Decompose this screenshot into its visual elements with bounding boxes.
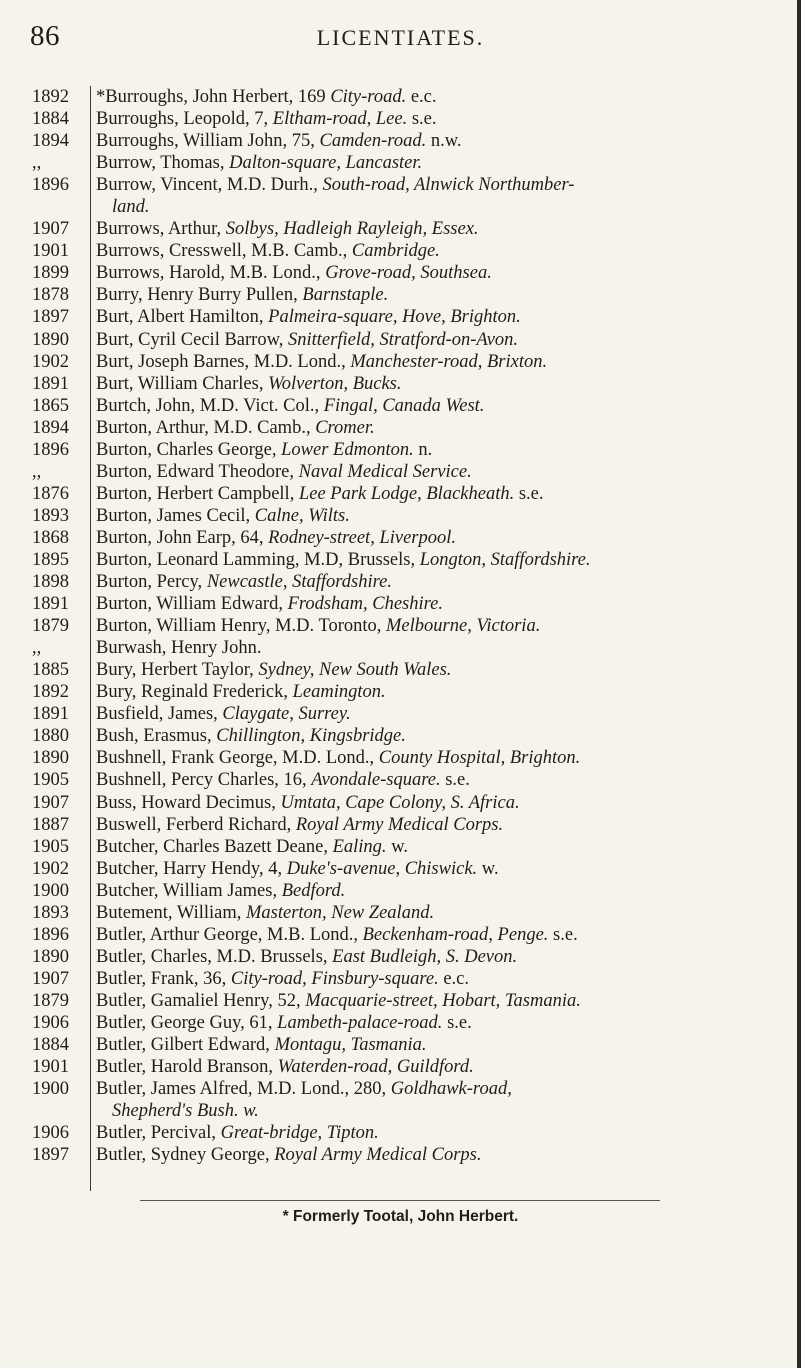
entry-place: City-road, Finsbury-square. xyxy=(230,968,439,989)
list-item xyxy=(0,769,801,791)
entry-place: Claygate, Surrey. xyxy=(222,704,351,725)
entry-year: ,, xyxy=(32,461,42,482)
entry-text xyxy=(96,240,783,262)
list-item xyxy=(0,549,801,571)
list-item xyxy=(0,483,801,505)
entry-year: 1897 xyxy=(32,1145,69,1166)
list-item xyxy=(0,659,801,681)
entry-text xyxy=(96,262,783,284)
list-item xyxy=(0,395,801,417)
entry-name: Burt, Cyril Cecil Barrow, xyxy=(96,329,288,350)
entry-text xyxy=(96,86,783,108)
list-item xyxy=(0,1034,801,1056)
entry-year: 1902 xyxy=(32,351,69,372)
entry-text xyxy=(96,659,783,681)
list-item xyxy=(0,351,801,373)
list-item xyxy=(0,747,801,769)
entry-year: 1878 xyxy=(32,285,69,306)
entry-name: Butler, Arthur George, M.B. Lond., xyxy=(96,924,363,945)
list-item xyxy=(0,505,801,527)
entry-text xyxy=(96,483,783,505)
entry-place: Naval Medical Service. xyxy=(298,461,472,482)
entry-place: County Hospital, Brighton. xyxy=(378,748,581,769)
entry-year: 1893 xyxy=(32,902,69,923)
entry-year: 1880 xyxy=(32,726,69,747)
list-item xyxy=(0,725,801,747)
list-item xyxy=(0,86,801,108)
entry-place: Leamington. xyxy=(292,682,386,703)
entry-name: Butler, Gamaliel Henry, 52, xyxy=(96,990,306,1011)
entry-text xyxy=(96,461,783,483)
entry-year: 1891 xyxy=(32,373,69,394)
entry-district: n. xyxy=(413,439,433,460)
entry-year: 1897 xyxy=(32,307,69,328)
entry-district: s.e. xyxy=(407,109,437,130)
entry-text xyxy=(96,792,783,814)
entry-text xyxy=(96,681,783,703)
entry-name: Burton, Edward Theodore, xyxy=(96,461,299,482)
entry-district: s.e. xyxy=(440,770,470,791)
entry-place: Lambeth-palace-road. xyxy=(277,1012,443,1033)
entry-district: w. xyxy=(386,836,408,857)
entry-text xyxy=(96,218,783,240)
entry-year: ,, xyxy=(32,153,42,174)
entry-text xyxy=(96,924,783,946)
entry-name: Burton, Arthur, M.D. Camb., xyxy=(96,417,316,438)
list-item xyxy=(0,461,801,483)
entry-year: 1890 xyxy=(32,946,69,967)
list-item xyxy=(0,1056,801,1078)
entry-place: Eltham-road, Lee. xyxy=(272,109,408,130)
entry-year: 1892 xyxy=(32,682,69,703)
entry-district: n.w. xyxy=(426,131,462,152)
entry-place: Barnstaple. xyxy=(302,285,389,306)
entry-name: Burroughs, William John, 75, xyxy=(96,131,320,152)
entry-year: 1879 xyxy=(32,990,69,1011)
entry-year: 1898 xyxy=(32,572,69,593)
entry-year: 1894 xyxy=(32,417,69,438)
list-item xyxy=(0,527,801,549)
entry-place: Solbys, Hadleigh Rayleigh, Essex. xyxy=(225,219,479,240)
entry-text xyxy=(96,836,783,858)
list-item xyxy=(0,681,801,703)
entry-name: Butement, William, xyxy=(96,902,246,923)
entry-year: 1884 xyxy=(32,1035,69,1056)
entry-place: Cambridge. xyxy=(351,241,440,262)
list-item xyxy=(0,1144,801,1166)
entry-name: Burtch, John, M.D. Vict. Col., xyxy=(96,395,324,416)
entry-text xyxy=(96,946,783,968)
entry-district: s.e. xyxy=(514,483,544,504)
entry-name: Buss, Howard Decimus, xyxy=(96,792,281,813)
entry-text xyxy=(96,174,783,218)
entry-name: Bushnell, Percy Charles, 16, xyxy=(96,770,312,791)
entry-year: 1891 xyxy=(32,704,69,725)
entry-text xyxy=(96,747,783,769)
entry-place: East Budleigh, S. Devon. xyxy=(332,946,518,967)
entry-text xyxy=(96,417,783,439)
entry-text xyxy=(96,284,783,306)
entry-year: 1895 xyxy=(32,549,69,570)
list-item xyxy=(0,306,801,328)
entry-continuation: Shepherd's Bush. w. xyxy=(112,1101,259,1122)
entry-year: 1890 xyxy=(32,748,69,769)
entry-place: Sydney, New South Wales. xyxy=(258,660,452,681)
entry-name: Burton, William Henry, M.D. Toronto, xyxy=(96,616,387,637)
entry-place: Snitterfield, Stratford-on-Avon. xyxy=(288,329,519,350)
entry-text xyxy=(96,306,783,328)
list-item xyxy=(0,329,801,351)
entry-name: Burrow, Vincent, M.D. Durh., xyxy=(96,175,323,196)
entry-name: Burton, Charles George, xyxy=(96,439,282,460)
entry-place: Calne, Wilts. xyxy=(254,505,350,526)
list-item xyxy=(0,417,801,439)
footnote-rule xyxy=(140,1200,660,1201)
running-head: LICENTIATES. xyxy=(316,25,485,50)
list-item xyxy=(0,902,801,924)
list-item xyxy=(0,218,801,240)
entry-place: Great-bridge, Tipton. xyxy=(220,1123,379,1144)
entry-name: Burton, John Earp, 64, xyxy=(96,527,269,548)
list-item xyxy=(0,439,801,461)
list-item xyxy=(0,637,801,659)
entry-text xyxy=(96,858,783,880)
entry-year: 1868 xyxy=(32,527,69,548)
entry-place: Cromer. xyxy=(315,417,375,438)
entry-text xyxy=(96,571,783,593)
entry-text xyxy=(96,130,783,152)
entry-name: Burton, Percy, xyxy=(96,572,207,593)
entry-place: Lower Edmonton. xyxy=(281,439,414,460)
list-item xyxy=(0,924,801,946)
list-item xyxy=(0,968,801,990)
entry-place: City-road. xyxy=(330,87,407,107)
entry-year: 1901 xyxy=(32,241,69,262)
list-item xyxy=(0,990,801,1012)
entry-text xyxy=(96,1012,783,1034)
entry-name: Burry, Henry Burry Pullen, xyxy=(96,285,303,306)
entry-year: 1896 xyxy=(32,439,69,460)
entry-district: e.c. xyxy=(438,968,469,989)
entry-text xyxy=(96,769,783,791)
entry-place: Goldhawk-road, xyxy=(390,1079,512,1100)
entry-name: Burrow, Thomas, xyxy=(96,153,230,174)
entry-year: 1887 xyxy=(32,814,69,835)
entry-text xyxy=(96,990,783,1012)
list-item xyxy=(0,130,801,152)
entry-place: Grove-road, Southsea. xyxy=(325,263,492,284)
list-item xyxy=(0,240,801,262)
entry-name: Burt, William Charles, xyxy=(96,373,269,394)
entry-text xyxy=(96,351,783,373)
entry-text xyxy=(96,108,783,130)
entry-text xyxy=(96,527,783,549)
entry-name: Butcher, Charles Bazett Deane, xyxy=(96,836,333,857)
entry-place: Camden-road. xyxy=(319,131,427,152)
entry-place: Chillington, Kingsbridge. xyxy=(216,726,406,747)
footnote: * Formerly Tootal, John Herbert. xyxy=(282,1208,519,1225)
entry-name: Butcher, Harry Hendy, 4, xyxy=(96,858,287,879)
entry-year: 1905 xyxy=(32,770,69,791)
entry-text xyxy=(96,1144,783,1166)
entry-year: 1876 xyxy=(32,483,69,504)
entry-name: Bury, Herbert Taylor, xyxy=(96,660,259,681)
entry-name: Butler, Frank, 36, xyxy=(96,968,231,989)
entry-year: 1890 xyxy=(32,329,69,350)
entry-place: Duke's-avenue, Chiswick. xyxy=(286,858,478,879)
entry-place: Newcastle, Staffordshire. xyxy=(206,572,392,593)
entry-year: 1907 xyxy=(32,968,69,989)
entry-place: Beckenham-road, Penge. xyxy=(362,924,549,945)
list-item xyxy=(0,174,801,218)
list-item xyxy=(0,593,801,615)
entry-text xyxy=(96,439,783,461)
entry-name: Butler, Sydney George, xyxy=(96,1145,275,1166)
entry-text xyxy=(96,814,783,836)
entry-place: Longton, Staffordshire. xyxy=(419,549,591,570)
entry-text xyxy=(96,880,783,902)
list-item xyxy=(0,703,801,725)
entry-year: 1884 xyxy=(32,109,69,130)
entry-year: 1907 xyxy=(32,792,69,813)
entry-name: Bushnell, Frank George, M.D. Lond., xyxy=(96,748,379,769)
entry-district: s.e. xyxy=(548,924,578,945)
entry-name: Burrows, Arthur, xyxy=(96,219,226,240)
entry-year: 1891 xyxy=(32,594,69,615)
entry-district: s.e. xyxy=(442,1012,472,1033)
entry-year: ,, xyxy=(32,638,42,659)
entry-place: Waterden-road, Guildford. xyxy=(277,1057,474,1078)
entry-name: Burton, William Edward, xyxy=(96,594,288,615)
entry-district: w. xyxy=(477,858,499,879)
entry-place: Melbourne, Victoria. xyxy=(386,616,541,637)
entry-name: Bush, Erasmus, xyxy=(96,726,217,747)
page-number: 86 xyxy=(30,20,60,52)
entry-year: 1899 xyxy=(32,263,69,284)
entry-name: Burton, Leonard Lamming, M.D, Brussels, xyxy=(96,549,420,570)
entry-name: Burton, James Cecil, xyxy=(96,505,255,526)
entry-name: Burwash, Henry John. xyxy=(96,638,262,659)
entry-district: e.c. xyxy=(406,87,437,107)
entry-text xyxy=(96,593,783,615)
entry-text xyxy=(96,615,783,637)
entry-year: 1902 xyxy=(32,858,69,879)
entry-place: Palmeira-square, Hove, Brighton. xyxy=(268,307,521,328)
list-item xyxy=(0,571,801,593)
entry-name: Burroughs, Leopold, 7, xyxy=(96,109,273,130)
page-header xyxy=(0,20,801,54)
entry-year: 1892 xyxy=(32,87,69,107)
entry-text xyxy=(96,1056,783,1078)
list-item xyxy=(0,792,801,814)
entry-place: Frodsham, Cheshire. xyxy=(287,594,443,615)
entry-place: Lee Park Lodge, Blackheath. xyxy=(298,483,515,504)
entry-text xyxy=(96,703,783,725)
entry-name: Butler, Gilbert Edward, xyxy=(96,1035,275,1056)
entry-name: Burrows, Harold, M.B. Lond., xyxy=(96,263,326,284)
entry-name: Buswell, Ferberd Richard, xyxy=(96,814,296,835)
entry-text xyxy=(96,329,783,351)
entry-year: 1900 xyxy=(32,1079,69,1100)
list-item xyxy=(0,858,801,880)
entry-name: Butler, George Guy, 61, xyxy=(96,1012,278,1033)
entry-name: *Burroughs, John Herbert, 169 xyxy=(96,87,331,107)
entry-place: Umtata, Cape Colony, S. Africa. xyxy=(280,792,520,813)
entry-place: Masterton, New Zealand. xyxy=(245,902,435,923)
entry-year: 1906 xyxy=(32,1012,69,1033)
entry-text xyxy=(96,152,783,174)
entry-place: Fingal, Canada West. xyxy=(323,395,485,416)
list-item xyxy=(0,1012,801,1034)
entry-place: Dalton-square, Lancaster. xyxy=(229,153,423,174)
entry-name: Butler, Percival, xyxy=(96,1123,221,1144)
entry-year: 1905 xyxy=(32,836,69,857)
page-edge xyxy=(797,0,801,1368)
entry-year: 1865 xyxy=(32,395,69,416)
entry-name: Butler, Charles, M.D. Brussels, xyxy=(96,946,333,967)
entry-place: Rodney-street, Liverpool. xyxy=(268,527,457,548)
list-item xyxy=(0,108,801,130)
entry-year: 1906 xyxy=(32,1123,69,1144)
entry-name: Bury, Reginald Frederick, xyxy=(96,682,293,703)
entry-year: 1901 xyxy=(32,1057,69,1078)
list-item xyxy=(0,814,801,836)
list-item xyxy=(0,284,801,306)
entry-name: Butler, James Alfred, M.D. Lond., 280, xyxy=(96,1079,391,1100)
entry-place: South-road, Alnwick Northumber- xyxy=(322,175,575,196)
entry-place: Ealing. xyxy=(332,836,387,857)
entry-year: 1896 xyxy=(32,924,69,945)
entry-text xyxy=(96,902,783,924)
entry-place: Macquarie-street, Hobart, Tasmania. xyxy=(305,990,581,1011)
entry-text xyxy=(96,373,783,395)
entry-place: Manchester-road, Brixton. xyxy=(350,351,548,372)
entry-name: Busfield, James, xyxy=(96,704,223,725)
entry-place: Avondale-square. xyxy=(311,770,441,791)
list-item xyxy=(0,373,801,395)
entry-continuation: land. xyxy=(112,197,150,218)
entry-text xyxy=(96,505,783,527)
entry-text xyxy=(96,725,783,747)
list-item xyxy=(0,152,801,174)
list-item xyxy=(0,836,801,858)
entry-year: 1893 xyxy=(32,505,69,526)
entry-text xyxy=(96,968,783,990)
entry-place: Royal Army Medical Corps. xyxy=(274,1145,482,1166)
list-item xyxy=(0,880,801,902)
entry-place: Bedford. xyxy=(281,880,346,901)
list-item xyxy=(0,1078,801,1122)
entry-name: Burton, Herbert Campbell, xyxy=(96,483,299,504)
entry-year: 1885 xyxy=(32,660,69,681)
entry-text xyxy=(96,1034,783,1056)
entry-place: Royal Army Medical Corps. xyxy=(295,814,504,835)
entry-text xyxy=(96,395,783,417)
entry-name: Butcher, William James, xyxy=(96,880,282,901)
list-item xyxy=(0,262,801,284)
entry-name: Burt, Joseph Barnes, M.D. Lond., xyxy=(96,351,351,372)
entry-year: 1900 xyxy=(32,880,69,901)
list-item xyxy=(0,1122,801,1144)
list-item xyxy=(0,946,801,968)
entry-year: 1907 xyxy=(32,219,69,240)
entry-year: 1879 xyxy=(32,616,69,637)
entry-place: Montagu, Tasmania. xyxy=(274,1035,427,1056)
entries-list xyxy=(0,86,801,1166)
entry-text xyxy=(96,549,783,571)
entry-text xyxy=(96,1122,783,1144)
entry-name: Butler, Harold Branson, xyxy=(96,1057,278,1078)
entry-year: 1894 xyxy=(32,131,69,152)
entry-year: 1896 xyxy=(32,175,69,196)
entry-place: Wolverton, Bucks. xyxy=(268,373,402,394)
entry-name: Burt, Albert Hamilton, xyxy=(96,307,269,328)
list-item xyxy=(0,615,801,637)
entry-text xyxy=(96,637,783,659)
entry-text xyxy=(96,1078,783,1122)
entry-name: Burrows, Cresswell, M.B. Camb., xyxy=(96,241,352,262)
